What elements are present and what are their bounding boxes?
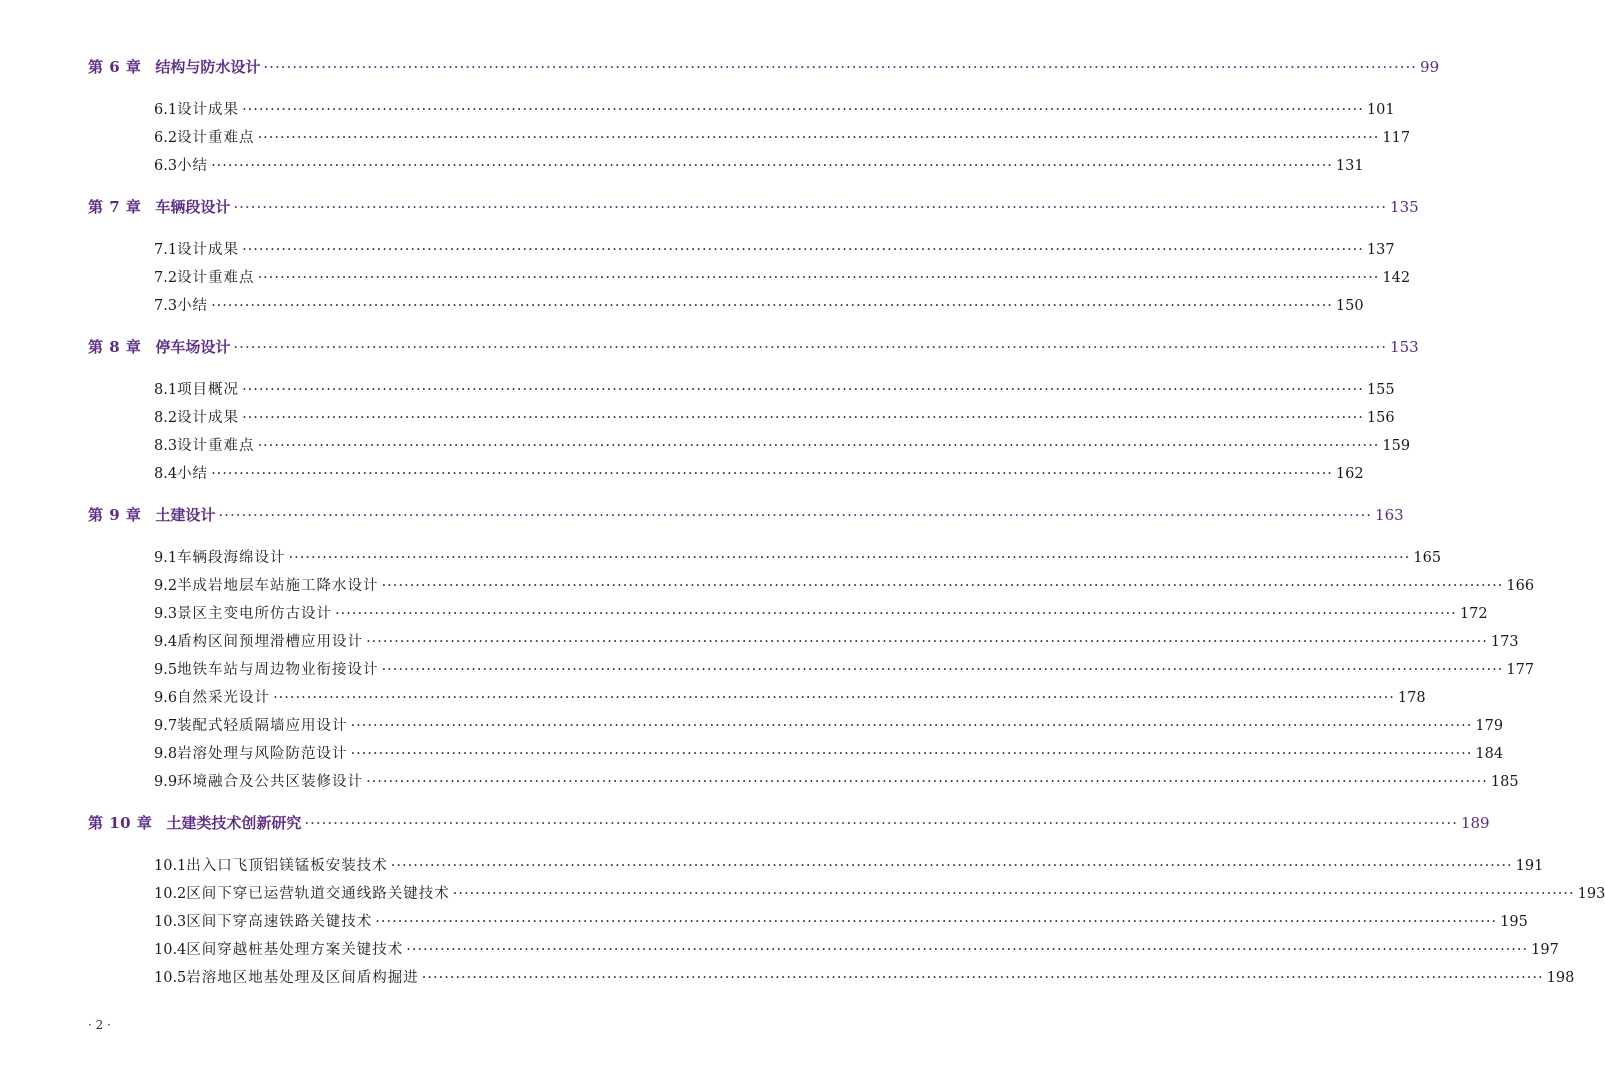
section-page-number: 101 [1366,102,1395,118]
dot-leader: ········································································································································································································ [381,578,1504,594]
dot-leader: ········································································································································································································ [273,690,1395,706]
section-title: 岩溶处理与风险防范设计 [177,746,348,762]
section-title: 景区主变电所仿古设计 [177,606,333,622]
chapter-page-number: 135 [1390,198,1419,216]
page-number: · 2 · [88,1018,111,1032]
section-page-number: 177 [1506,662,1535,678]
section-number: 9.1 [154,550,178,566]
section-page-number: 184 [1475,746,1504,762]
section-number: 7.1 [154,242,178,258]
section-page-number: 156 [1366,410,1395,426]
section-title: 车辆段海绵设计 [177,550,286,566]
chapter-title: 土建设计 [155,506,216,524]
toc-section-entry[interactable] [154,294,1364,322]
toc-section-entry[interactable] [154,434,1411,462]
section-number: 9.8 [154,746,178,762]
section-title: 装配式轻质隔墙应用设计 [177,718,348,734]
section-number: 7.2 [154,270,178,286]
chapter-number: 第 8 章 [88,338,142,356]
section-number: 8.1 [154,382,178,398]
dot-leader: ········································································································································································································ [381,662,1504,678]
toc-section-entry[interactable] [154,574,1535,602]
dot-leader: ········································································································································································································ [242,410,1364,426]
section-title: 设计成果 [177,410,240,426]
toc-chapter-entry[interactable] [88,56,1440,84]
toc-section-entry[interactable] [154,602,1488,630]
toc-chapter-entry[interactable] [88,504,1404,532]
toc-chapter-entry[interactable] [88,196,1419,224]
section-page-number: 178 [1397,690,1426,706]
toc-section-entry[interactable] [154,462,1364,490]
dot-leader: ········································································································································································································ [452,886,1575,902]
section-page-number: 117 [1382,130,1411,146]
toc-section-entry[interactable] [154,938,1559,966]
section-title: 地铁车站与周边物业衔接设计 [177,662,379,678]
section-page-number: 150 [1335,298,1364,314]
section-number: 10.3 [154,914,187,930]
section-title: 区间穿越桩基处理方案关键技术 [186,942,404,958]
dot-leader: ········································································································································································································ [218,506,1373,524]
section-title: 小结 [177,298,209,314]
section-number: 6.3 [154,158,178,174]
section-page-number: 193 [1577,886,1605,902]
toc-section-entry[interactable] [154,658,1535,686]
section-page-number: 166 [1506,578,1535,594]
dot-leader: ········································································································································································································ [406,942,1529,958]
section-page-number: 179 [1475,718,1504,734]
chapter-number: 第 10 章 [88,814,153,832]
dot-leader: ········································································································································································································ [390,858,1513,874]
dot-leader: ········································································································································································································ [257,438,1380,454]
toc-section-entry[interactable] [154,98,1395,126]
toc-section-entry[interactable] [154,154,1364,182]
section-page-number: 173 [1490,634,1519,650]
section-number: 9.5 [154,662,178,678]
section-title: 盾构区间预埋滑槽应用设计 [177,634,364,650]
toc-section-entry[interactable] [154,378,1395,406]
section-title: 设计成果 [177,102,240,118]
section-number: 7.3 [154,298,178,314]
dot-leader: ········································································································································································································ [257,130,1380,146]
section-number: 9.6 [154,690,178,706]
dot-leader: ········································································································································································································ [257,270,1380,286]
section-number: 9.7 [154,718,178,734]
toc-section-entry[interactable] [154,630,1519,658]
section-title: 小结 [177,158,209,174]
chapter-title: 结构与防水设计 [155,58,261,76]
section-number: 6.1 [154,102,178,118]
section-number: 8.4 [154,466,178,482]
chapter-page-number: 99 [1420,58,1440,76]
chapter-title: 停车场设计 [155,338,231,356]
section-title: 半成岩地层车站施工降水设计 [177,578,379,594]
dot-leader: ········································································································································································································ [242,102,1364,118]
dot-leader: ········································································································································································································ [233,198,1388,216]
section-page-number: 172 [1459,606,1488,622]
dot-leader: ········································································································································································································ [242,382,1364,398]
section-page-number: 191 [1515,858,1544,874]
section-number: 9.4 [154,634,178,650]
section-page-number: 155 [1366,382,1395,398]
toc-section-entry[interactable] [154,266,1411,294]
section-title: 设计重难点 [177,270,255,286]
dot-leader: ········································································································································································································ [375,914,1498,930]
chapter-page-number: 163 [1375,506,1404,524]
section-number: 10.5 [154,970,187,986]
section-number: 6.2 [154,130,178,146]
chapter-title: 土建类技术创新研究 [166,814,302,832]
dot-leader: ········································································································································································································ [421,970,1544,986]
section-page-number: 142 [1382,270,1411,286]
section-title: 环境融合及公共区装修设计 [177,774,364,790]
dot-leader: ········································································································································································································ [233,338,1388,356]
toc-section-entry[interactable] [154,686,1426,714]
toc-section-entry[interactable] [154,714,1504,742]
toc-section-entry[interactable] [154,770,1519,798]
section-title: 设计成果 [177,242,240,258]
section-number: 8.3 [154,438,178,454]
dot-leader: ········································································································································································································ [366,634,1488,650]
section-number: 10.1 [154,858,187,874]
toc-section-entry[interactable] [154,966,1575,994]
section-page-number: 198 [1546,970,1575,986]
section-page-number: 137 [1366,242,1395,258]
dot-leader: ········································································································································································································ [350,746,1473,762]
chapter-title: 车辆段设计 [155,198,231,216]
section-title: 区间下穿高速铁路关键技术 [186,914,373,930]
section-page-number: 197 [1531,942,1559,958]
chapter-number: 第 9 章 [88,506,142,524]
section-page-number: 162 [1335,466,1364,482]
section-number: 10.2 [154,886,187,902]
toc-section-entry[interactable] [154,238,1395,266]
dot-leader: ········································································································································································································ [211,158,1333,174]
section-title: 自然采光设计 [177,690,271,706]
section-title: 设计重难点 [177,130,255,146]
dot-leader: ········································································································································································································ [304,814,1458,832]
toc-section-entry[interactable] [154,126,1411,154]
toc-section-entry[interactable] [154,742,1504,770]
chapter-page-number: 189 [1460,814,1490,832]
toc-section-entry[interactable] [154,406,1395,434]
dot-leader: ········································································································································································································ [211,466,1333,482]
section-page-number: 185 [1490,774,1519,790]
section-title: 设计重难点 [177,438,255,454]
dot-leader: ········································································································································································································ [211,298,1333,314]
section-page-number: 195 [1500,914,1528,930]
section-page-number: 159 [1382,438,1411,454]
dot-leader: ········································································································································································································ [242,242,1364,258]
section-title: 小结 [177,466,209,482]
section-page-number: 165 [1413,550,1442,566]
section-title: 项目概况 [177,382,240,398]
section-number: 10.4 [154,942,187,958]
section-page-number: 131 [1335,158,1364,174]
section-number: 9.2 [154,578,178,594]
chapter-number: 第 7 章 [88,198,142,216]
section-title: 岩溶地区地基处理及区间盾构掘进 [186,970,419,986]
chapter-page-number: 153 [1390,338,1419,356]
toc-chapter-entry[interactable] [88,812,1490,840]
section-number: 9.3 [154,606,178,622]
dot-leader: ········································································································································································································ [366,774,1488,790]
toc-chapter-entry[interactable] [88,336,1419,364]
dot-leader: ········································································································································································································ [263,58,1418,76]
section-title: 区间下穿已运营轨道交通线路关键技术 [186,886,450,902]
toc-section-entry[interactable] [154,546,1442,574]
section-title: 出入口飞顶铝镁锰板安装技术 [186,858,388,874]
chapter-number: 第 6 章 [88,58,142,76]
toc-section-entry[interactable] [154,854,1544,882]
dot-leader: ········································································································································································································ [288,550,1411,566]
dot-leader: ········································································································································································································ [335,606,1457,622]
dot-leader: ········································································································································································································ [350,718,1473,734]
section-number: 9.9 [154,774,178,790]
section-number: 8.2 [154,410,178,426]
toc-section-entry[interactable] [154,882,1605,910]
toc-section-entry[interactable] [154,910,1528,938]
